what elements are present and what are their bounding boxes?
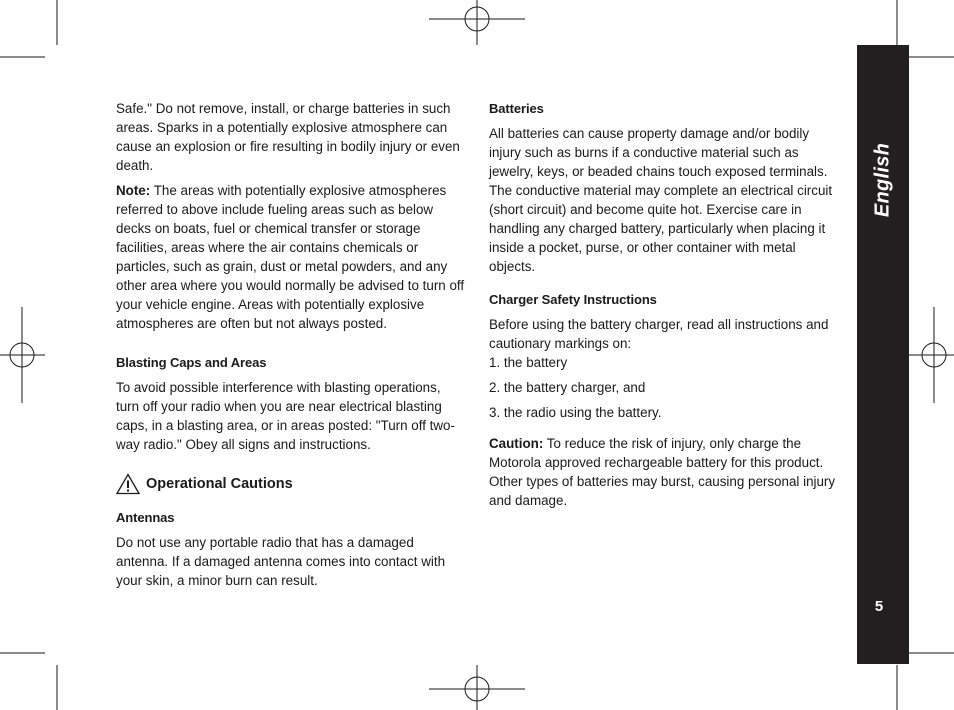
batteries-heading: Batteries — [489, 101, 544, 116]
note-paragraph — [116, 181, 466, 333]
charger-intro: Before using the battery charger, read all instructions and cautionary markings on: — [489, 317, 829, 351]
charger-list-item: 2. the battery charger, and — [489, 380, 646, 395]
left-column — [116, 99, 466, 596]
right-column — [489, 99, 841, 516]
operational-cautions-heading — [116, 473, 466, 495]
caution-paragraph — [489, 434, 841, 510]
blasting-paragraph: To avoid possible interference with blasting operations, turn off your radio when you are near electrical blasting caps, in a blasting area, or in areas posted: "Turn off two-way radio." Obey all signs and instructions. — [116, 380, 455, 452]
language-side-tab — [857, 45, 909, 664]
caution-text: To reduce the risk of injury, only charge the Motorola approved rechargeable battery for this product. Other types of batteries may burst, causing personal injury and damage. — [489, 436, 836, 508]
batteries-paragraph: All batteries can cause property damage and/or bodily injury such as burns if a conductive material such as jewelry, keys, or beaded chains touch exposed terminals. The conductive material may complete an electrical circuit (short circuit) and become quite hot. Exercise care in handling any charged battery, particularly when placing it inside a pocket, purse, or other container with metal objects. — [489, 126, 833, 274]
note-text: The areas with potentially explosive atmospheres referred to above include fueling areas such as below decks on boats, fuel or chemical transfer or storage facilities, areas where the air contains chemicals or particles, such as grain, dust or metal powders, and any other area where you would normally be advised to turn off your vehicle engine. Areas with potentially explosive atmospheres are often but not always posted. — [116, 183, 465, 331]
note-label: Note: — [116, 183, 151, 198]
charger-list-item: 3. the radio using the battery. — [489, 405, 662, 420]
intro-paragraph: Safe." Do not remove, install, or charge batteries in such areas. Sparks in a potentially explosive atmosphere can cause an explosion or fire resulting in bodily injury or even death. — [116, 101, 460, 173]
operational-cautions-title: Operational Cautions — [146, 475, 293, 492]
charger-list-item: 1. the battery — [489, 355, 568, 370]
page-number: 5 — [874, 598, 884, 615]
caution-label: Caution: — [489, 436, 544, 451]
antennas-heading: Antennas — [116, 510, 175, 525]
charger-heading: Charger Safety Instructions — [489, 292, 657, 307]
language-label: English — [871, 142, 894, 218]
blasting-heading: Blasting Caps and Areas — [116, 355, 267, 370]
warning-triangle-icon — [116, 473, 140, 495]
antennas-paragraph: Do not use any portable radio that has a damaged antenna. If a damaged antenna comes into contact with your skin, a minor burn can result. — [116, 535, 446, 588]
